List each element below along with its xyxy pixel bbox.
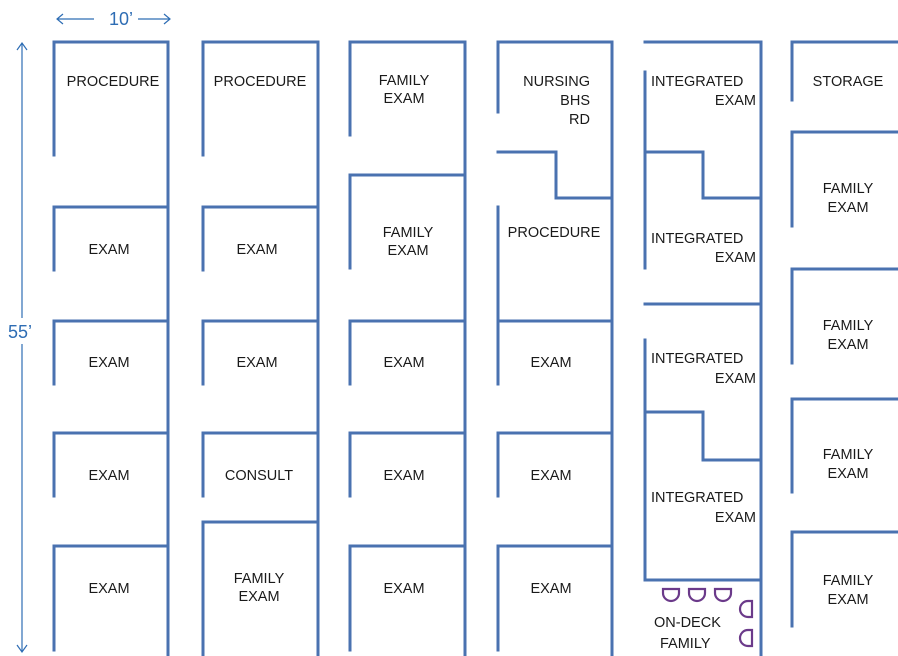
column-2-walls [203,42,318,656]
room-label: ON-DECK FAMILY [654,615,721,652]
room-label: EXAM [383,355,425,371]
room-label: CONSULT [224,468,294,484]
room-label: EXAM [383,468,425,484]
column-4-walls [498,42,612,656]
height-dimension [6,43,46,652]
room-label: EXAM [530,468,572,484]
seat-icon [663,589,679,601]
room-label: FAMILY EXAM [822,181,874,216]
column-5-walls [645,42,761,656]
room-label: FAMILY EXAM [382,225,434,259]
room-label: FAMILY EXAM [822,447,874,482]
seat-icon [740,601,752,617]
room-label: PROCEDURE [507,225,601,241]
room-label: FAMILY EXAM [378,73,430,107]
width-dimension-label: 10’ [109,9,134,29]
room-label: EXAM [88,581,130,597]
room-label: FAMILY EXAM [822,318,874,353]
room-label: STORAGE [812,74,884,90]
room-label: INTEGRATED EXAM [651,351,756,387]
room-label: FAMILY EXAM [822,573,874,608]
room-label: PROCEDURE [213,74,307,90]
room-label: EXAM [236,355,278,371]
room-label: EXAM [88,355,130,371]
room-label: EXAM [88,242,130,258]
column-1-walls [54,42,168,656]
room-label: PROCEDURE [66,74,160,90]
room-label: FAMILY EXAM [233,571,285,605]
height-dimension-label: 55’ [8,322,33,342]
seat-icon [740,630,752,646]
room-label: NURSING BHS RD [523,74,590,128]
room-label: INTEGRATED EXAM [651,74,756,109]
width-dimension [57,9,170,29]
room-label: INTEGRATED EXAM [651,231,756,266]
room-label: EXAM [530,581,572,597]
room-label: EXAM [530,355,572,371]
column-3-walls [350,42,465,656]
room-label: INTEGRATED EXAM [651,490,756,526]
seat-icon [689,589,705,601]
room-label: EXAM [383,581,425,597]
room-label: EXAM [88,468,130,484]
room-label: EXAM [236,242,278,258]
seat-icon [715,589,731,601]
column-6-walls [792,42,898,626]
